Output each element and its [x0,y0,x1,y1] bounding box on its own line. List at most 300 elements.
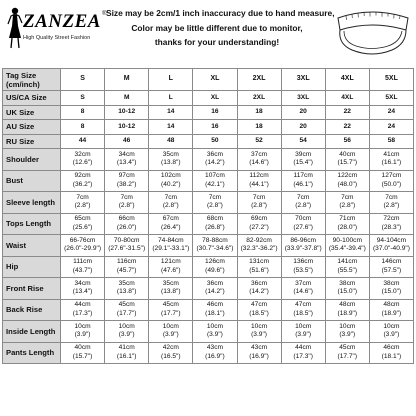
size-cell: 24 [369,105,413,120]
cm-value: 35cm [118,279,135,287]
inch-value: (3.9") [383,331,400,339]
inch-value: (16.1") [116,352,137,360]
cm-value: 38cm [339,279,356,287]
row-label: Waist [3,235,61,257]
size-cell: 3XL [281,91,325,106]
measurement-cell [105,192,149,214]
cm-value: 45cm [162,301,179,309]
cm-value: 70cm [295,215,312,223]
measurement-cell [281,321,325,343]
cm-value: 45cm [118,301,135,309]
measurement-cell [369,213,413,235]
measurement-cell [105,235,149,257]
registered-mark: ® [102,11,107,17]
cm-value: 10cm [251,322,268,330]
size-header-cell: S [61,69,105,91]
cm-value: 43cm [251,344,268,352]
cm-value: 46cm [206,301,223,309]
measurement-cell [325,256,369,278]
cm-value: 126cm [205,258,225,266]
inch-value: (13.4") [116,159,137,167]
inch-value: (18.1") [381,352,402,360]
cm-value: 146cm [381,258,402,266]
inch-value: (2.8") [118,202,135,210]
measurement-cell [193,278,237,300]
cm-value: 131cm [249,258,269,266]
inch-value: (42.1") [205,180,225,188]
inch-value: (14.2") [205,288,225,296]
inch-value: (16.1") [381,159,402,167]
inch-value: (3.9") [162,331,179,339]
cm-value: 74-84cm [157,236,184,244]
inch-value: (2.8") [383,202,400,210]
measurement-cell [61,170,105,192]
measurement-cell [325,170,369,192]
cm-value: 35cm [162,150,179,158]
cm-value: 43cm [206,344,223,352]
tag-size-header-cell: Tag Size (cm/inch) [3,69,61,91]
measurement-cell [369,235,413,257]
measurement-cell [237,321,281,343]
measurement-cell [61,192,105,214]
measurement-cell [281,213,325,235]
measurement-cell [281,170,325,192]
measurement-cell [325,213,369,235]
measurement-cell [105,149,149,171]
size-cell: 14 [149,120,193,135]
inch-value: (13.8") [161,288,181,296]
cm-value: 44cm [74,301,91,309]
brand-logo [4,6,114,54]
measurement-cell [105,213,149,235]
inch-value: (3.9") [339,331,356,339]
cm-value: 36cm [206,279,223,287]
measurement-cell [369,342,413,364]
inch-value: (26.8") [205,223,225,231]
measurement-cell [325,299,369,321]
size-cell: 58 [369,134,413,149]
size-header-cell: XL [193,69,237,91]
size-header-cell: 3XL [281,69,325,91]
measurement-cell [325,342,369,364]
cm-value: 42cm [162,344,179,352]
measurement-cell [105,278,149,300]
size-header-cell: L [149,69,193,91]
measurement-cell [369,192,413,214]
measurement-cell [149,213,193,235]
inch-value: (38.2") [116,180,137,188]
measurement-cell [61,235,105,257]
inch-value: (15.4") [293,159,313,167]
size-cell: 5XL [369,91,413,106]
cm-value: 70-80cm [113,236,140,244]
size-header-cell: M [105,69,149,91]
measurement-row [3,170,414,192]
measurement-cell [237,170,281,192]
inch-value: (18.9") [337,309,358,317]
cm-value: 36cm [206,150,223,158]
cm-value: 117cm [293,172,313,180]
cm-value: 34cm [74,279,91,287]
cm-value: 41cm [383,150,400,158]
measurement-cell [325,278,369,300]
row-label: UK Size [3,105,61,120]
inch-value: (26.0") [116,223,137,231]
size-cell: 10-12 [105,105,149,120]
measurement-cell [105,170,149,192]
row-label: Front Rise [3,278,61,300]
measurement-cell [105,321,149,343]
inch-value: (2.8") [251,202,268,210]
size-cell: 24 [369,120,413,135]
cm-value: 44cm [295,344,312,352]
measurement-cell [325,149,369,171]
row-label: Inside Length [3,321,61,343]
measurement-cell [325,192,369,214]
cm-value: 10cm [162,322,179,330]
measurement-cell [193,256,237,278]
measurement-cell [105,256,149,278]
brand-tagline: High Quality Street Fashion [23,35,91,41]
row-label: US/CA Size [3,91,61,106]
measurement-cell [149,278,193,300]
size-cell: XL [193,91,237,106]
row-label: Bust [3,170,61,192]
cm-value: 47cm [251,301,268,309]
inch-value: (37.0"-40.9") [372,245,410,253]
size-cell: 16 [193,120,237,135]
cm-value: 7cm [341,193,354,201]
size-header-cell: 2XL [237,69,281,91]
cm-value: 10cm [383,322,400,330]
measurement-cell [281,235,325,257]
cm-value: 122cm [337,172,358,180]
cm-value: 37cm [295,279,312,287]
inch-value: (15.0") [337,288,358,296]
inch-value: (3.9") [74,331,91,339]
cm-value: 48cm [383,301,400,309]
measurement-row [3,321,414,343]
cm-value: 94-104cm [376,236,407,244]
measurement-cell [193,149,237,171]
cm-value: 92cm [74,172,91,180]
notice-line-2: Color may be little different due to monitor, [131,22,303,33]
size-cell: 4XL [325,91,369,106]
size-cell: 52 [237,134,281,149]
measurement-cell [193,213,237,235]
measurement-cell [61,213,105,235]
inch-value: (55.5") [337,266,358,274]
measurement-row [3,235,414,257]
inch-value: (18.9") [381,309,402,317]
inch-value: (27.2") [249,223,269,231]
measurement-cell [149,342,193,364]
size-cell: 54 [281,134,325,149]
measurement-cell [281,278,325,300]
cm-value: 47cm [295,301,312,309]
size-cell: 18 [237,120,281,135]
row-label: AU Size [3,120,61,135]
inch-value: (29.1"-33.1") [152,245,190,253]
cm-value: 45cm [339,344,356,352]
measurement-cell [193,235,237,257]
cm-value: 111cm [73,258,92,266]
inch-value: (13.8") [161,159,181,167]
measurement-notice [106,6,335,50]
size-cell: 16 [193,105,237,120]
brand-name: ZANZEA [23,11,101,32]
inch-value: (3.9") [118,331,135,339]
size-cell: 18 [237,105,281,120]
cm-value: 7cm [252,193,266,201]
size-conversion-row [3,134,414,149]
cm-value: 34cm [118,150,135,158]
cm-value: 37cm [251,150,268,158]
measurement-cell [61,256,105,278]
cm-value: 7cm [296,193,310,201]
cm-value: 127cm [381,172,402,180]
inch-value: (50.0") [381,180,402,188]
size-cell: 14 [149,105,193,120]
inch-value: (35.4"-39.4") [328,245,366,253]
measurement-cell [369,149,413,171]
size-header-cell: 5XL [369,69,413,91]
inch-value: (28.3") [381,223,402,231]
cm-value: 7cm [120,193,133,201]
measurement-cell [281,299,325,321]
size-cell: 10-12 [105,120,149,135]
inch-value: (18.5") [293,309,313,317]
inch-value: (17.7") [161,309,181,317]
measurement-cell [237,149,281,171]
inch-value: (27.6"-31.5") [108,245,146,253]
measurement-cell [61,278,105,300]
cm-value: 7cm [164,193,178,201]
measurement-cell [105,342,149,364]
measurement-cell [149,149,193,171]
inch-value: (49.6") [205,266,225,274]
size-cell: 46 [105,134,149,149]
size-cell: 8 [61,120,105,135]
measurement-cell [237,278,281,300]
inch-value: (26.0"-29.9") [64,245,102,253]
measurement-cell [237,192,281,214]
cm-value: 66-76cm [69,236,96,244]
measurement-cell [281,149,325,171]
measurement-cell [281,256,325,278]
cm-value: 69cm [251,215,268,223]
measurement-row [3,299,414,321]
cm-value: 136cm [293,258,314,266]
cm-value: 35cm [162,279,179,287]
inch-value: (45.7") [116,266,137,274]
row-label: Shoulder [3,149,61,171]
cm-value: 10cm [118,322,135,330]
row-label: Sleeve length [3,192,61,214]
row-label: Back Rise [3,299,61,321]
measurement-cell [237,256,281,278]
measurement-cell [237,213,281,235]
cm-value: 121cm [160,258,181,266]
size-cell: 48 [149,134,193,149]
measurement-cell [325,321,369,343]
inch-value: (13.4") [72,288,93,296]
inch-value: (13.8") [116,288,137,296]
cm-value: 107cm [205,172,225,180]
inch-value: (18.1") [205,309,225,317]
cm-value: 7cm [385,193,398,201]
size-cell: 22 [325,105,369,120]
size-cell: 44 [61,134,105,149]
cm-value: 71cm [339,215,356,223]
measurement-cell [149,170,193,192]
inch-value: (17.3") [72,309,93,317]
measurement-cell [369,256,413,278]
cm-value: 39cm [295,150,312,158]
inch-value: (44.1") [249,180,269,188]
inch-value: (15.7") [72,352,93,360]
inch-value: (32.3"-36.2") [240,245,278,253]
cm-value: 66cm [118,215,135,223]
measurement-cell [237,235,281,257]
measurement-cell [369,278,413,300]
size-cell: 56 [325,134,369,149]
inch-value: (16.9") [249,352,269,360]
inch-value: (48.0") [337,180,358,188]
cm-value: 10cm [74,322,91,330]
inch-value: (28.0") [337,223,358,231]
inch-value: (57.5") [381,266,402,274]
size-cell: 20 [281,105,325,120]
measurement-cell [105,299,149,321]
size-cell: 50 [193,134,237,149]
inch-value: (14.6") [293,288,313,296]
inch-value: (47.6") [161,266,181,274]
cm-value: 86-96cm [290,236,317,244]
inch-value: (12.6") [72,159,93,167]
measurement-cell [149,299,193,321]
inch-value: (2.8") [162,202,179,210]
measurement-cell [237,299,281,321]
measurement-cell [193,321,237,343]
inch-value: (2.8") [206,202,223,210]
inch-value: (43.7") [72,266,93,274]
inch-value: (16.9") [205,352,225,360]
cm-value: 116cm [117,258,137,266]
inch-value: (30.7"-34.6") [196,245,234,253]
row-label: Pants Length [3,342,61,364]
notice-line-1: Size may be 2cm/1 inch inaccuracy due to hand measure, [106,8,335,18]
inch-value: (14.6") [249,159,269,167]
inch-value: (18.5") [249,309,269,317]
cm-value: 90-100cm [332,236,362,244]
measurement-row [3,192,414,214]
measurement-cell [281,342,325,364]
inch-value: (3.9") [206,331,223,339]
cm-value: 40cm [74,344,91,352]
inch-value: (17.7") [337,352,358,360]
measurement-cell [193,342,237,364]
cm-value: 32cm [74,150,91,158]
size-cell: 22 [325,120,369,135]
notice-line-3: thanks for your understanding! [154,37,280,47]
cm-value: 7cm [208,193,222,201]
inch-value: (16.5") [161,352,181,360]
size-conversion-row [3,120,414,135]
tag-size-row [3,69,414,91]
inch-value: (3.9") [295,331,312,339]
inch-value: (17.3") [293,352,313,360]
cm-value: 112cm [249,172,269,180]
measurement-cell [369,170,413,192]
measurement-cell [149,321,193,343]
cm-value: 48cm [339,301,356,309]
row-label: RU Size [3,134,61,149]
measurement-cell [149,235,193,257]
measurement-cell [325,235,369,257]
measurement-row [3,278,414,300]
cm-value: 41cm [118,344,135,352]
size-chart-header [0,0,416,68]
cm-value: 72cm [383,215,400,223]
inch-value: (15.7") [337,159,358,167]
row-label: Tops Length [3,213,61,235]
measurement-cell [149,256,193,278]
size-cell: 2XL [237,91,281,106]
measurement-cell [149,192,193,214]
size-chart-table [2,68,414,414]
inch-value: (46.1") [293,180,313,188]
cm-value: 102cm [160,172,181,180]
inch-value: (17.7") [116,309,137,317]
cm-value: 46cm [383,344,400,352]
cm-value: 68cm [206,215,223,223]
size-cell: 8 [61,105,105,120]
inch-value: (53.5") [293,266,313,274]
size-header-cell: 4XL [325,69,369,91]
measurement-row [3,342,414,364]
measurement-row [3,213,414,235]
measurement-cell [61,149,105,171]
size-cell: M [105,91,149,106]
measuring-tape-icon [334,4,412,62]
size-cell: L [149,91,193,106]
cm-value: 10cm [339,322,356,330]
inch-value: (2.8") [339,202,356,210]
inch-value: (40.2") [161,180,181,188]
measurement-cell [369,299,413,321]
inch-value: (14.2") [205,159,225,167]
measurement-row [3,149,414,171]
cm-value: 38cm [383,279,400,287]
measurement-cell [193,299,237,321]
inch-value: (51.6") [249,266,269,274]
cm-value: 40cm [339,150,356,158]
measurement-cell [193,192,237,214]
size-conversion-row [3,91,414,106]
size-conversion-row [3,105,414,120]
inch-value: (2.8") [74,202,91,210]
cm-value: 10cm [206,322,223,330]
measurement-cell [237,342,281,364]
inch-value: (26.4") [161,223,181,231]
inch-value: (2.8") [295,202,312,210]
cm-value: 67cm [162,215,179,223]
inch-value: (25.6") [72,223,93,231]
measurement-cell [61,299,105,321]
inch-value: (33.9"-37.8") [284,245,322,253]
measurement-row [3,256,414,278]
